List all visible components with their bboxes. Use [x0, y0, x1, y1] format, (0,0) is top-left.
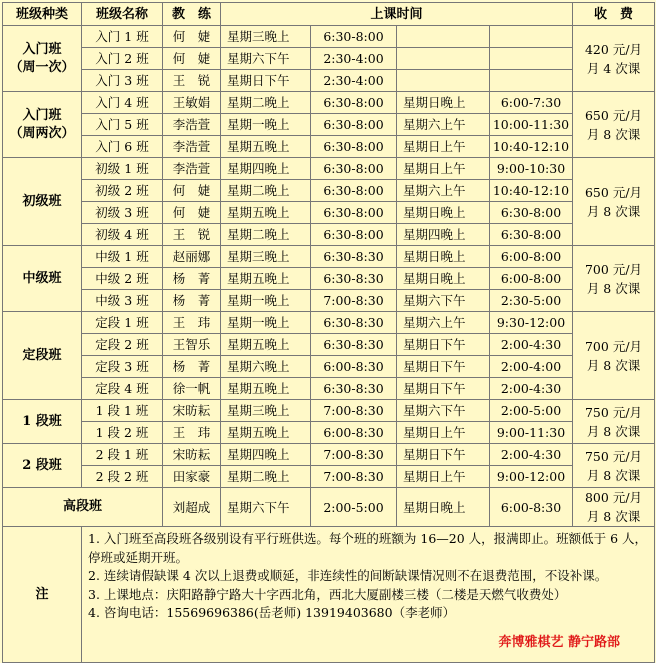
time-2: 10:00-11:30 [490, 114, 573, 136]
brand-signature: 奔博雅棋艺 静宁路部 [498, 635, 620, 650]
group-cell: 高段班 [3, 488, 163, 527]
time-1: 6:30-8:30 [311, 378, 397, 400]
day-2: 星期六上午 [397, 180, 490, 202]
time-2: 2:00-4:30 [490, 444, 573, 466]
coach-name: 徐一帆 [163, 378, 221, 400]
header-fee: 收 费 [573, 3, 655, 26]
day-1: 星期五晚上 [221, 268, 311, 290]
time-1: 6:00-8:30 [311, 356, 397, 378]
coach-name: 杨 菁 [163, 290, 221, 312]
class-name: 2 段 1 班 [82, 444, 163, 466]
time-1: 2:00-5:00 [311, 488, 397, 527]
fee-sessions: 月 8 次课 [586, 126, 641, 142]
fee-cell [573, 444, 655, 488]
class-name: 入门 2 班 [82, 48, 163, 70]
table-row [3, 488, 655, 527]
table-row [3, 202, 655, 224]
class-name: 定段 1 班 [82, 312, 163, 334]
class-name: 2 段 2 班 [82, 466, 163, 488]
class-name: 入门 1 班 [82, 26, 163, 48]
time-1: 6:30-8:00 [311, 202, 397, 224]
group-cell: 定段班 [3, 312, 82, 400]
table-row [3, 290, 655, 312]
fee-amount: 650 元/月 [584, 184, 643, 200]
fee-sessions: 月 8 次课 [586, 357, 641, 373]
time-1: 7:00-8:30 [311, 400, 397, 422]
coach-name: 王 玮 [163, 422, 221, 444]
class-name: 中级 3 班 [82, 290, 163, 312]
time-2: 9:00-11:30 [490, 422, 573, 444]
fee-cell [573, 488, 655, 527]
time-1: 6:30-8:30 [311, 334, 397, 356]
table-row [3, 92, 655, 114]
coach-name: 何 婕 [163, 180, 221, 202]
time-2: 6:00-8:00 [490, 268, 573, 290]
class-name: 入门 6 班 [82, 136, 163, 158]
day-2: 星期日晚上 [397, 92, 490, 114]
day-2: 星期日晚上 [397, 488, 490, 527]
fee-cell [573, 26, 655, 92]
coach-name: 田家豪 [163, 466, 221, 488]
class-name: 初级 1 班 [82, 158, 163, 180]
class-name: 定段 4 班 [82, 378, 163, 400]
table-row [3, 400, 655, 422]
class-name: 中级 2 班 [82, 268, 163, 290]
fee-sessions: 月 8 次课 [586, 280, 641, 296]
header-row [3, 3, 655, 26]
table-row [3, 268, 655, 290]
group-cell: 1 段班 [3, 400, 82, 444]
coach-name: 王 锐 [163, 70, 221, 92]
table-row [3, 180, 655, 202]
note-1: 1. 入门班至高段班各级别设有平行班供选。每个班的班额为 16—20 人，报满即止。班额低于 6 人，停班或延期开班。 [88, 531, 648, 565]
fee-amount: 700 元/月 [584, 261, 643, 277]
fee-sessions: 月 8 次课 [586, 203, 641, 219]
day-1: 星期五晚上 [221, 334, 311, 356]
table-row [3, 48, 655, 70]
coach-name: 宋昉耘 [163, 444, 221, 466]
time-1: 6:30-8:00 [311, 224, 397, 246]
table-row [3, 114, 655, 136]
fee-sessions: 月 4 次课 [586, 60, 641, 76]
class-name: 入门 4 班 [82, 92, 163, 114]
coach-name: 杨 菁 [163, 268, 221, 290]
class-name: 初级 4 班 [82, 224, 163, 246]
day-2: 星期六下午 [397, 400, 490, 422]
time-1: 6:30-8:00 [311, 158, 397, 180]
table-row [3, 466, 655, 488]
class-name: 1 段 2 班 [82, 422, 163, 444]
time-1: 6:30-8:00 [311, 180, 397, 202]
day-1: 星期三晚上 [221, 400, 311, 422]
fee-amount: 650 元/月 [584, 107, 643, 123]
table-row [3, 70, 655, 92]
time-2: 2:00-5:00 [490, 400, 573, 422]
time-2: 9:30-12:00 [490, 312, 573, 334]
table-row [3, 334, 655, 356]
day-1: 星期一晚上 [221, 312, 311, 334]
class-name: 1 段 1 班 [82, 400, 163, 422]
day-2: 星期日上午 [397, 422, 490, 444]
coach-name: 宋昉耘 [163, 400, 221, 422]
day-1: 星期二晚上 [221, 92, 311, 114]
day-2: 星期日晚上 [397, 202, 490, 224]
fee-amount: 420 元/月 [584, 41, 643, 57]
day-1: 星期四晚上 [221, 158, 311, 180]
day-1: 星期六下午 [221, 488, 311, 527]
time-1: 6:30-8:00 [311, 92, 397, 114]
time-2 [490, 26, 573, 48]
table-row [3, 356, 655, 378]
day-1: 星期二晚上 [221, 180, 311, 202]
table-row [3, 378, 655, 400]
fee-amount: 700 元/月 [584, 338, 643, 354]
day-2 [397, 70, 490, 92]
coach-name: 王 玮 [163, 312, 221, 334]
group-cell [3, 26, 82, 92]
time-2: 6:00-8:00 [490, 246, 573, 268]
time-1: 2:30-4:00 [311, 48, 397, 70]
time-2: 2:30-5:00 [490, 290, 573, 312]
day-2: 星期日下午 [397, 444, 490, 466]
coach-name: 李浩萱 [163, 114, 221, 136]
time-1: 6:30-8:30 [311, 268, 397, 290]
day-1: 星期六下午 [221, 48, 311, 70]
fee-cell [573, 312, 655, 400]
day-1: 星期三晚上 [221, 26, 311, 48]
page [2, 2, 654, 658]
day-1: 星期六晚上 [221, 356, 311, 378]
time-2: 9:00-12:00 [490, 466, 573, 488]
class-name: 中级 1 班 [82, 246, 163, 268]
day-2: 星期日下午 [397, 378, 490, 400]
table-row [3, 422, 655, 444]
day-1: 星期一晚上 [221, 290, 311, 312]
day-1: 星期五晚上 [221, 136, 311, 158]
time-2: 6:30-8:00 [490, 224, 573, 246]
day-2: 星期六上午 [397, 312, 490, 334]
header-time: 上课时间 [221, 3, 573, 26]
coach-name: 杨 菁 [163, 356, 221, 378]
fee-cell [573, 400, 655, 444]
day-1: 星期二晚上 [221, 466, 311, 488]
group-cell [3, 92, 82, 158]
coach-name: 赵丽娜 [163, 246, 221, 268]
coach-name: 何 婕 [163, 202, 221, 224]
coach-name: 李浩萱 [163, 158, 221, 180]
note-3: 3. 上课地点：庆阳路静宁路大十字西北角，西北大厦副楼三楼（二楼是天燃气收费处） [88, 586, 567, 602]
day-1: 星期日下午 [221, 70, 311, 92]
day-2: 星期四晚上 [397, 224, 490, 246]
group-name: 入门班 [22, 107, 62, 123]
fee-sessions: 月 8 次课 [586, 509, 641, 524]
table-row [3, 312, 655, 334]
time-2 [490, 70, 573, 92]
day-2: 星期日下午 [397, 356, 490, 378]
time-1: 7:00-8:30 [311, 290, 397, 312]
time-2: 10:40-12:10 [490, 180, 573, 202]
class-name: 入门 5 班 [82, 114, 163, 136]
coach-name: 李浩萱 [163, 136, 221, 158]
day-2: 星期日上午 [397, 136, 490, 158]
coach-name: 王 锐 [163, 224, 221, 246]
time-2 [490, 48, 573, 70]
day-1: 星期五晚上 [221, 202, 311, 224]
table-row [3, 246, 655, 268]
day-2: 星期六上午 [397, 114, 490, 136]
day-1: 星期四晚上 [221, 444, 311, 466]
time-2: 2:00-4:00 [490, 356, 573, 378]
table-row [3, 136, 655, 158]
fee-cell [573, 92, 655, 158]
coach-name: 王智乐 [163, 334, 221, 356]
note-2: 2. 连续请假缺课 4 次以上退费或顺延，非连续性的间断缺课情况则不在退费范围，不设补课。 [88, 568, 608, 583]
class-name: 定段 3 班 [82, 356, 163, 378]
fee-cell [573, 158, 655, 246]
fee-amount: 750 元/月 [584, 448, 643, 464]
time-1: 6:30-8:00 [311, 114, 397, 136]
time-1: 6:30-8:30 [311, 246, 397, 268]
group-cell: 初级班 [3, 158, 82, 246]
group-name: 入门班 [22, 41, 62, 57]
class-name: 初级 2 班 [82, 180, 163, 202]
notes-label: 注 [3, 527, 82, 663]
day-2: 星期日下午 [397, 334, 490, 356]
time-1: 2:30-4:00 [311, 70, 397, 92]
table-row [3, 444, 655, 466]
fee-sessions: 月 8 次课 [586, 423, 641, 439]
time-1: 6:30-8:30 [311, 312, 397, 334]
time-2: 10:40-12:10 [490, 136, 573, 158]
day-1: 星期二晚上 [221, 224, 311, 246]
table-row [3, 224, 655, 246]
class-name: 定段 2 班 [82, 334, 163, 356]
group-cell: 2 段班 [3, 444, 82, 488]
fee-cell [573, 246, 655, 312]
time-2: 2:00-4:30 [490, 378, 573, 400]
header-class: 班级名称 [82, 3, 163, 26]
header-coach: 教 练 [163, 3, 221, 26]
group-sub: （周两次） [9, 125, 75, 141]
time-1: 6:30-8:00 [311, 136, 397, 158]
group-cell: 中级班 [3, 246, 82, 312]
coach-name: 刘超成 [163, 488, 221, 527]
note-4: 4. 咨询电话：15569696386(岳老师) 13919403680（李老师） [88, 605, 456, 620]
schedule-table [2, 2, 655, 663]
day-2 [397, 48, 490, 70]
fee-amount: 750 元/月 [584, 404, 643, 420]
coach-name: 何 婕 [163, 48, 221, 70]
day-1: 星期五晚上 [221, 422, 311, 444]
time-2: 6:30-8:00 [490, 202, 573, 224]
class-name: 入门 3 班 [82, 70, 163, 92]
coach-name: 王敏娟 [163, 92, 221, 114]
day-2: 星期日晚上 [397, 268, 490, 290]
class-name: 初级 3 班 [82, 202, 163, 224]
table-row [3, 158, 655, 180]
day-1: 星期五晚上 [221, 378, 311, 400]
time-2: 6:00-8:30 [490, 488, 573, 527]
time-1: 7:00-8:30 [311, 444, 397, 466]
time-1: 7:00-8:30 [311, 466, 397, 488]
fee-sessions: 月 8 次课 [586, 467, 641, 483]
time-2: 9:00-10:30 [490, 158, 573, 180]
day-2: 星期日上午 [397, 158, 490, 180]
group-sub: （周一次） [9, 59, 75, 75]
header-category: 班级种类 [3, 3, 82, 26]
time-1: 6:30-8:00 [311, 26, 397, 48]
day-2: 星期日晚上 [397, 246, 490, 268]
table-row [3, 26, 655, 48]
day-2: 星期日上午 [397, 466, 490, 488]
time-1: 6:00-8:30 [311, 422, 397, 444]
fee-amount: 800 元/月 [584, 490, 643, 505]
day-2 [397, 26, 490, 48]
day-1: 星期三晚上 [221, 246, 311, 268]
day-2: 星期六下午 [397, 290, 490, 312]
time-2: 6:00-7:30 [490, 92, 573, 114]
day-1: 星期一晚上 [221, 114, 311, 136]
time-2: 2:00-4:30 [490, 334, 573, 356]
coach-name: 何 婕 [163, 26, 221, 48]
